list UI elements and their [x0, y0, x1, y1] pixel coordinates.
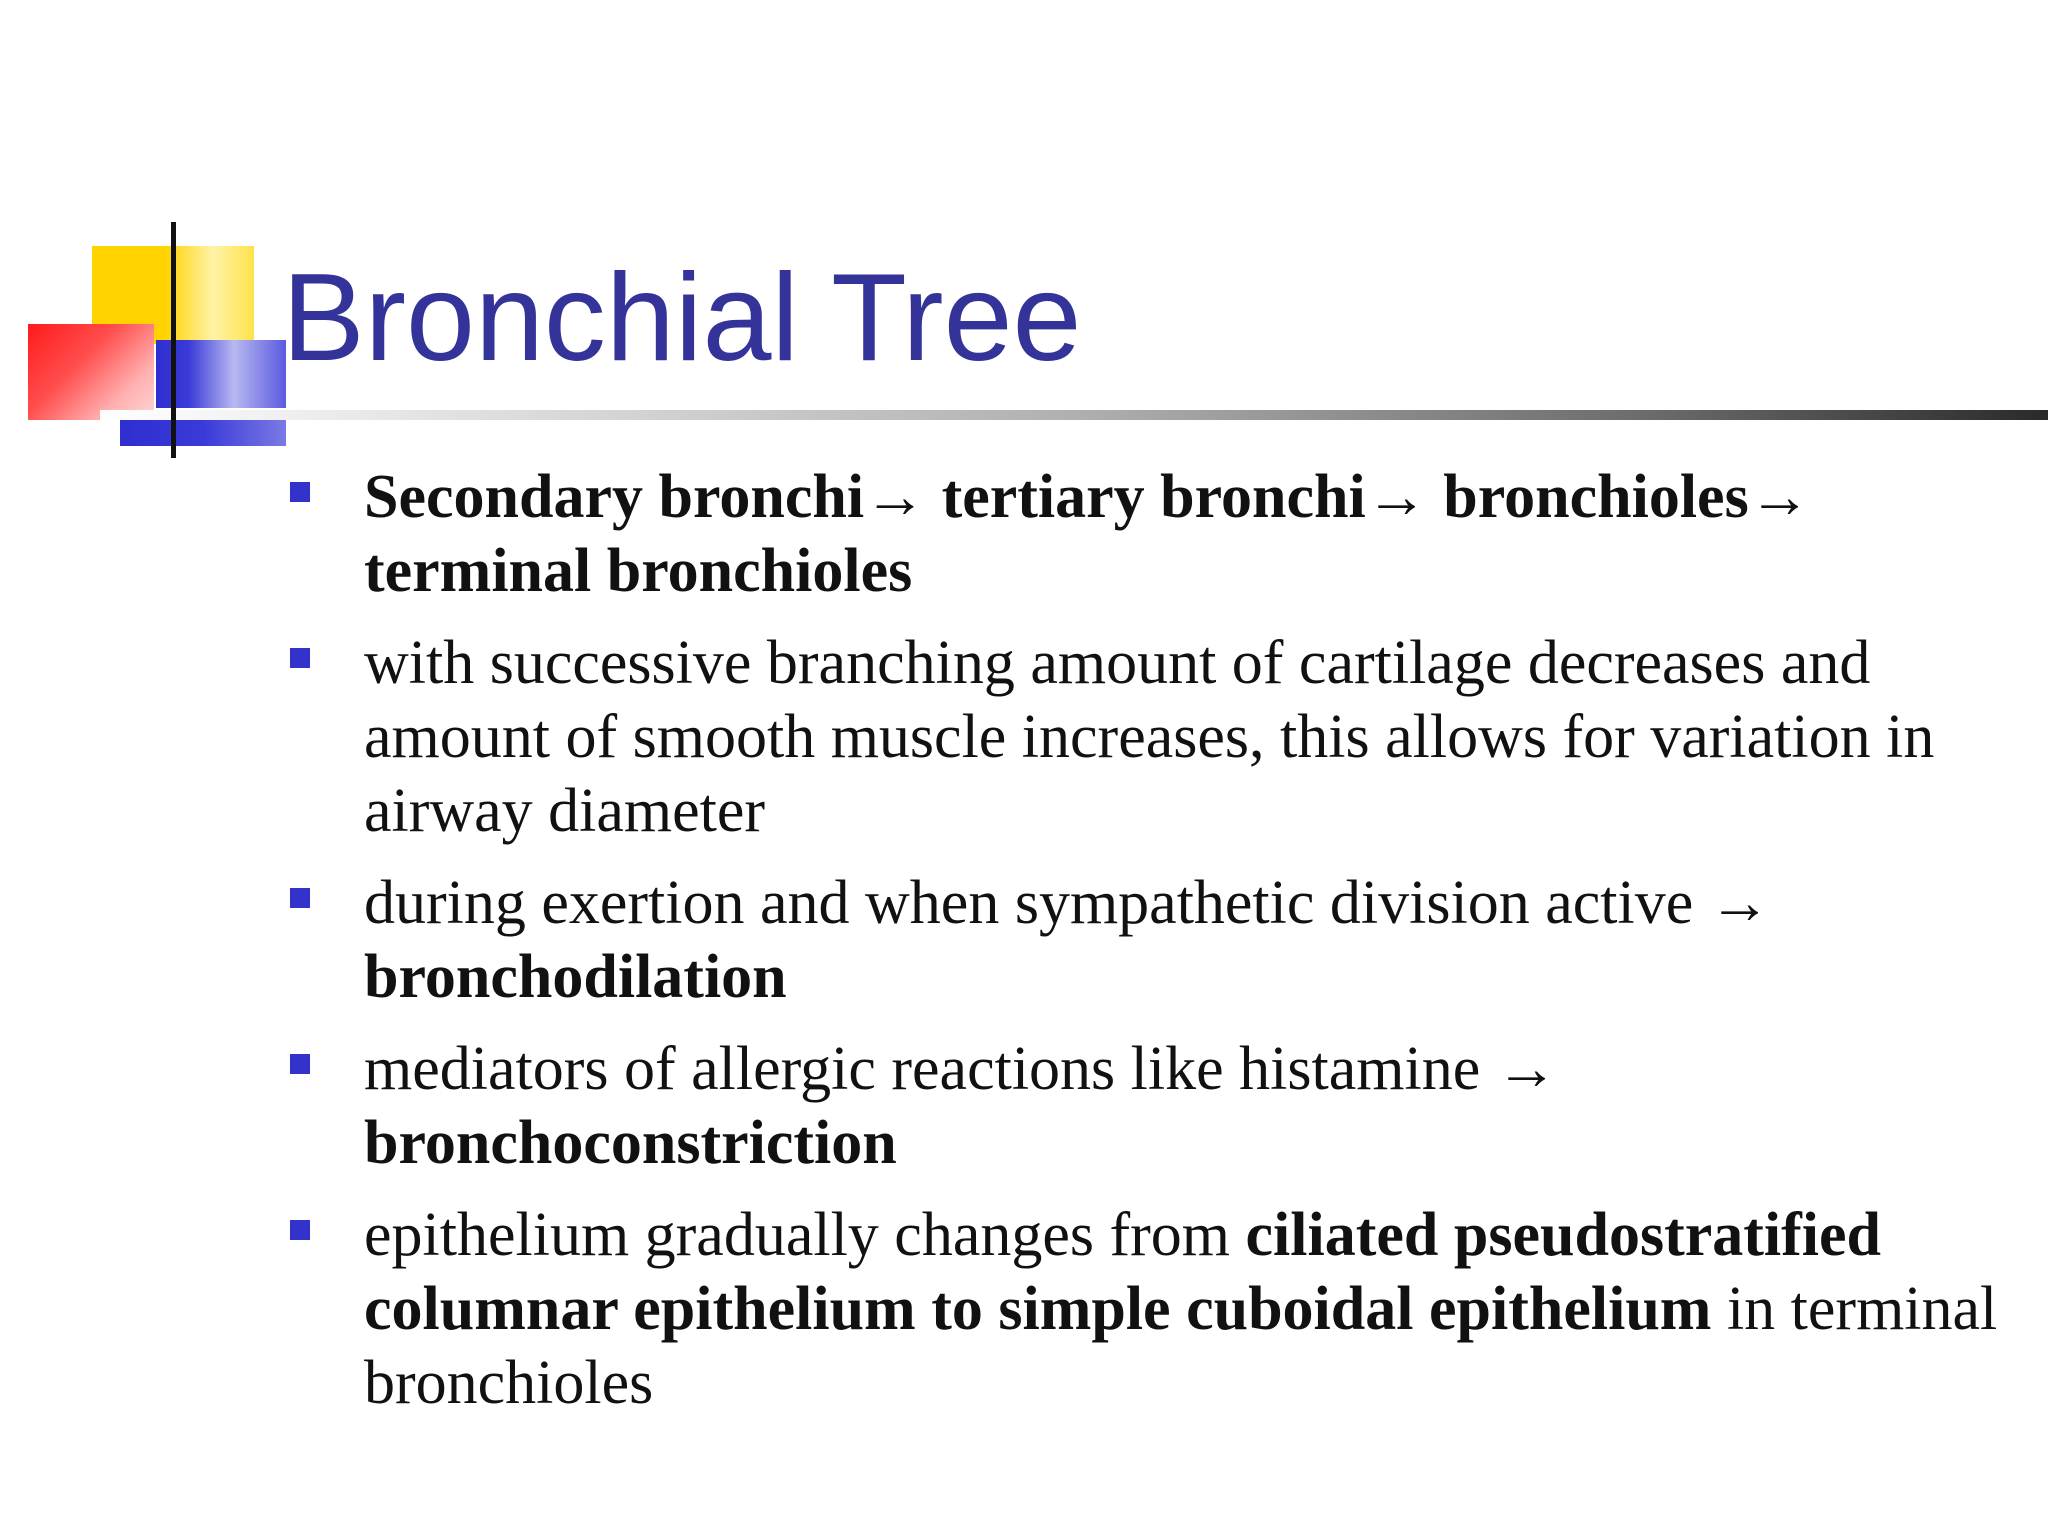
bullet-text-bold: Secondary bronchi→ tertiary bronchi→ bronchioles→ terminal bronchioles	[364, 463, 1811, 605]
bullet-text: epithelium gradually changes from	[364, 1201, 1246, 1269]
bullet-text-bold: ciliated pseudostratified columnar epithelium to simple cuboidal epithelium	[364, 1201, 1881, 1343]
bullet-text: in terminal bronchioles	[364, 1275, 1998, 1417]
bullet-item	[280, 1198, 2000, 1420]
bullet-text: with successive branching amount of cartilage decreases and amount of smooth muscle increases, this allows for variation in airway diameter	[364, 629, 1935, 845]
bullet-item	[280, 460, 2000, 608]
bullet-list	[280, 460, 2000, 1438]
bullet-text: during exertion and when sympathetic division active →	[364, 869, 1771, 937]
bullet-item	[280, 1032, 2000, 1180]
title-underline-rule	[100, 410, 2048, 420]
square-bullet-icon	[290, 1220, 310, 1240]
bullet-text: mediators of allergic reactions like histamine →	[364, 1035, 1558, 1103]
bullet-item	[280, 866, 2000, 1014]
bullet-text-bold: bronchoconstriction	[364, 1109, 897, 1177]
slide-title: Bronchial Tree	[282, 249, 1082, 387]
decorative-vertical-line	[171, 222, 176, 458]
bullet-text-bold: bronchodilation	[364, 943, 787, 1011]
bullet-item	[280, 626, 2000, 848]
decorative-blue-bar	[120, 420, 286, 446]
square-bullet-icon	[290, 648, 310, 668]
decorative-red-block	[28, 324, 154, 420]
square-bullet-icon	[290, 1054, 310, 1074]
square-bullet-icon	[290, 888, 310, 908]
square-bullet-icon	[290, 482, 310, 502]
